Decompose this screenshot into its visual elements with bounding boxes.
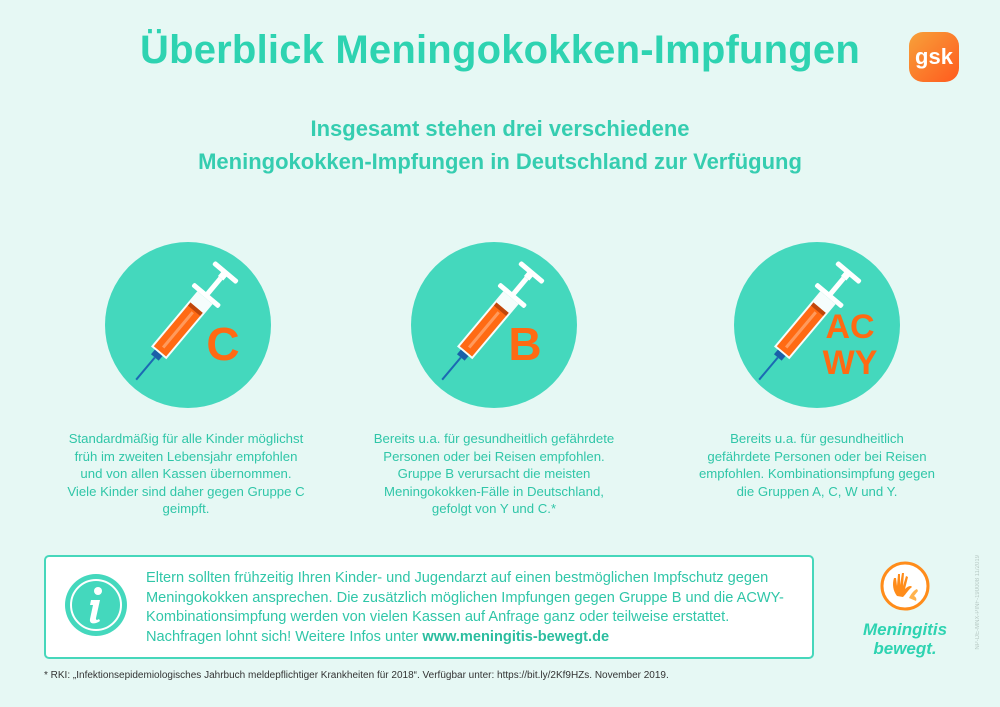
vaccine-c-card (105, 242, 271, 408)
campaign-line-1: Meningitis (862, 620, 948, 639)
subtitle-line-1: Insgesamt stehen drei verschiedene (310, 116, 690, 141)
vaccine-c-description: Standardmäßig für alle Kinder möglichst früh im zweiten Lebensjahr empfohlen und von allen Kassen übernommen. Viele Kinder sind daher gegen Gruppe C geimpft. (67, 431, 305, 516)
gsk-logo-text: gsk (915, 44, 953, 69)
vaccine-label-line-2: WY (822, 344, 878, 382)
meningitis-bewegt-logo (845, 560, 965, 670)
vaccine-label: C (206, 318, 240, 370)
info-link[interactable]: www.meningitis-bewegt.de (422, 628, 610, 645)
vaccine-b-card (411, 242, 577, 408)
gsk-logo (907, 30, 961, 84)
subtitle (0, 112, 1000, 178)
hands-icon (879, 560, 931, 612)
page-title: Überblick Meningokokken-Impfungen (140, 28, 860, 72)
info-icon (64, 573, 128, 637)
info-text-body: Eltern sollten frühzeitig Ihren Kinder- und Jugendarzt auf einen bestmöglichen Impfschutz gegen Meningokokken ansprechen. Die zusätzlich möglichen Impfungen gegen Gruppe B und die ACWY-Kombinationsimpfung werden von vielen Kassen auf Anfrage ganz oder teilweise erstattet. Nachfragen lohnt sich! Weitere Infos unter (146, 570, 784, 645)
footnote: * RKI: „Infektionsepidemiologisches Jahrbuch meldepflichtiger Krankheiten für 2018“. Verfügbar unter: https://bit.ly/2Kf9HZs. November 2019. (44, 670, 669, 681)
subtitle-line-2: Meningokokken-Impfungen in Deutschland zur Verfügung (198, 149, 802, 174)
campaign-line-2: bewegt. (873, 639, 937, 658)
info-box (44, 555, 814, 659)
vaccine-b-description: Bereits u.a. für gesundheitlich gefährdete Personen oder bei Reisen empfohlen. Gruppe B verursacht die meisten Meningokokken-Fälle in Deutschland, gefolgt von Y und C.* (373, 431, 615, 516)
vaccine-label-line-1: AC (825, 308, 875, 346)
vaccine-acwy-description: Bereits u.a. für gesundheitlich gefährdete Personen oder bei Reisen empfohlen. Kombinationsimpfung gegen die Gruppen A, C, W und Y. (698, 431, 936, 499)
campaign-text (845, 620, 965, 658)
info-text (146, 569, 796, 647)
vaccine-label: B (508, 318, 542, 370)
document-code: NP-DE-MNX-PINF-190008 11/2019 (975, 555, 981, 650)
vaccine-acwy-card (734, 242, 900, 408)
